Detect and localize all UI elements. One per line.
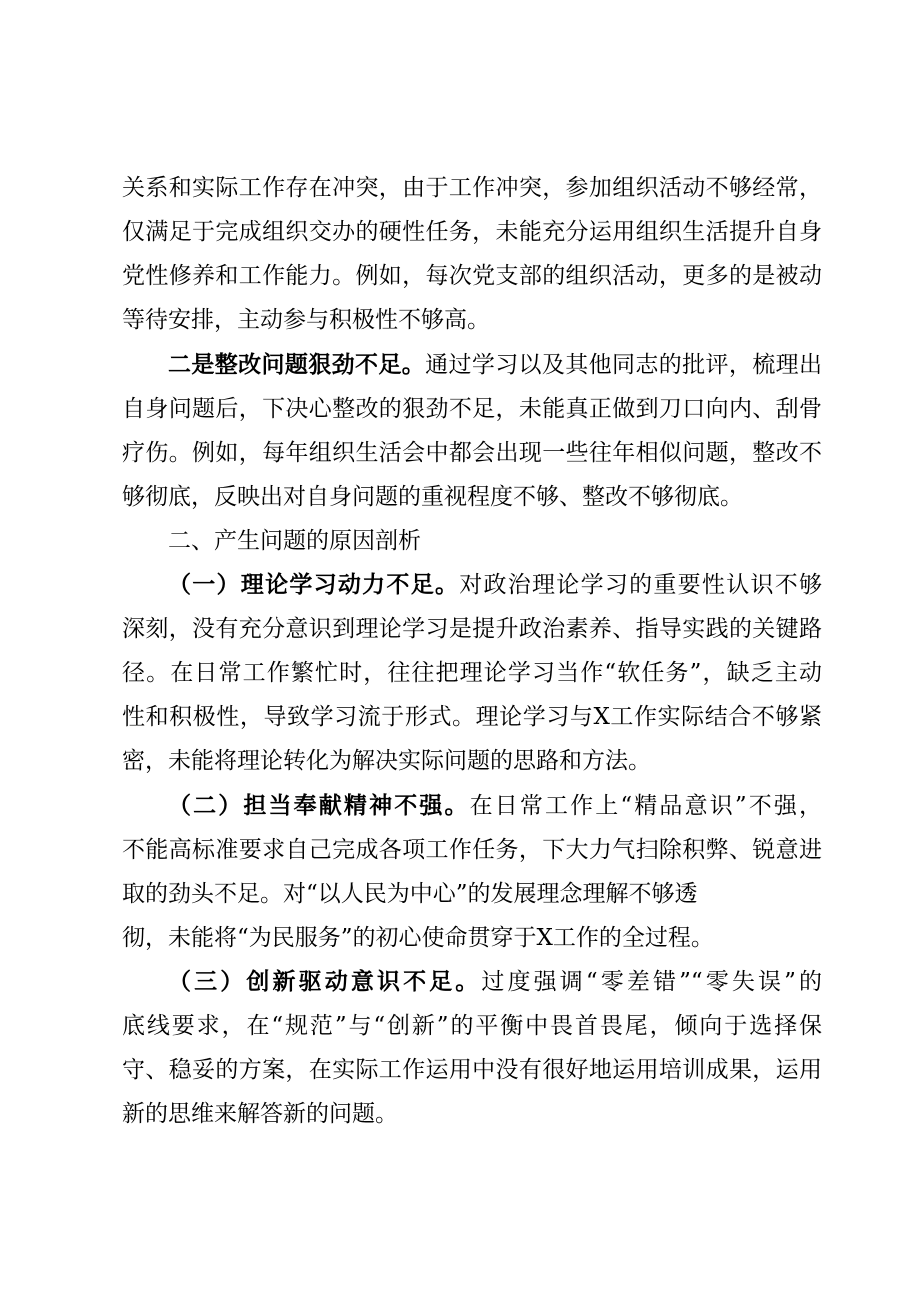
paragraph-line: 自身问题后，下决心整改的狠劲不足，未能真正做到刀口向内、刮骨 [122,396,822,422]
paragraph-line: 底线要求，在“规范”与“创新”的平衡中畏首畏尾，倾向于选择保 [122,1013,822,1039]
paragraph-line: 新的思维来解答新的问题。 [122,1101,398,1127]
paragraph-line: 径。在日常工作繁忙时，往往把理论学习当作“软任务”，缺乏主动 [122,660,822,686]
paragraph-line: （二）担当奉献精神不强。在日常工作上“精品意识”不强， [168,793,822,819]
point-heading: 二是整改问题狠劲不足。 [168,352,426,378]
section-heading: 二、产生问题的原因剖析 [168,528,421,554]
paragraph-line: 性和积极性，导致学习流于形式。理论学习与X工作实际结合不够紧 [122,704,822,730]
paragraph-line: 守、稳妥的方案，在实际工作运用中没有很好地运用培训成果，运用 [122,1057,822,1083]
paragraph-line: 疗伤。例如，每年组织生活会中都会出现一些往年相似问题，整改不 [122,440,822,466]
paragraph-line: 仅满足于完成组织交办的硬性任务，未能充分运用组织生活提升自身 [122,219,822,245]
paragraph-line: 二是整改问题狠劲不足。通过学习以及其他同志的批评，梳理出 [168,352,822,378]
paragraph-line: 深刻，没有充分意识到理论学习是提升政治素养、指导实践的关键路 [122,616,822,642]
paragraph-line: 彻，未能将“为民服务”的初心使命贯穿于X工作的全过程。 [122,925,714,951]
paragraph-line: 不能高标准要求自己完成各项工作任务，下大力气扫除积弊、锐意进 [122,837,822,863]
paragraph-line: 取的劲头不足。对“以人民为中心”的发展理念理解不够透 [122,881,698,907]
point-heading: （一）理论学习动力不足。 [168,572,460,598]
paragraph-line: 党性修养和工作能力。例如，每次党支部的组织活动，更多的是被动 [122,263,822,289]
paragraph-line: （三）创新驱动意识不足。过度强调“零差错”“零失误”的 [168,969,822,995]
paragraph-line: （一）理论学习动力不足。对政治理论学习的重要性认识不够 [168,572,822,598]
paragraph-line: 等待安排，主动参与积极性不够高。 [122,307,490,333]
point-heading: （二）担当奉献精神不强。 [168,793,470,819]
paragraph-line: 关系和实际工作存在冲突，由于工作冲突，参加组织活动不够经常， [122,175,822,201]
paragraph-line: 密，未能将理论转化为解决实际问题的思路和方法。 [122,748,651,774]
paragraph-line: 够彻底，反映出对自身问题的重视程度不够、整改不够彻底。 [122,484,743,510]
point-heading: （三）创新驱动意识不足。 [168,969,482,995]
